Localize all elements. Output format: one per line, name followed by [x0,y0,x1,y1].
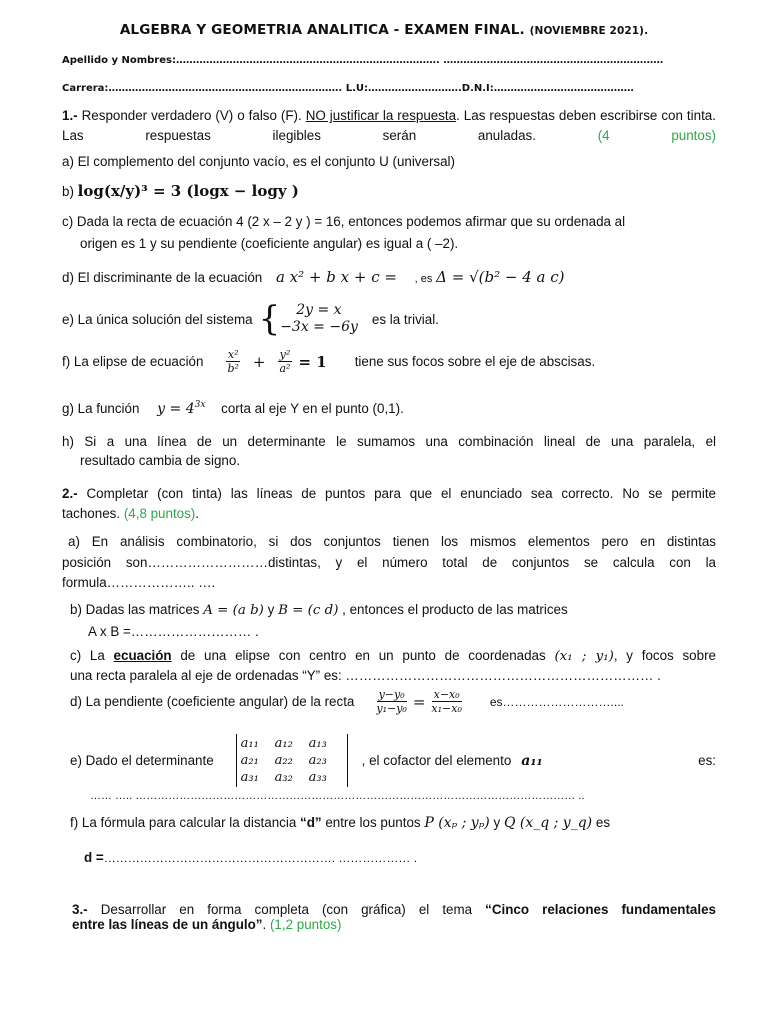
q2-intro-text-b: tachones. [62,506,121,521]
det-a13: a₁₃ [308,736,327,751]
q2-item-e-mid: , el cofactor del elemento [361,753,512,768]
q1-item-h-line2: resultado cambia de signo. [80,453,241,468]
system-brace: { [258,299,281,339]
q2-item-e [70,734,716,787]
q1-item-e-tail: es la trivial. [371,311,439,327]
q2-item-a-line2: posición son………………………distintas, y el número total de conjuntos se calcula con la [62,555,716,570]
distance-label: d = [84,850,104,865]
q1-item-b-label: b) [62,184,74,199]
q1-item-e-system [280,302,358,336]
q3-text-d: . [262,917,267,932]
q1-number: 1.- [62,108,78,123]
determinant-matrix [236,734,348,787]
q1-points: (4 puntos) [597,128,716,143]
q2-item-c-line2: una recta paralela al eje de ordenadas “Y” es: …………………………………………………………… . [70,668,661,683]
q2-item-a-line1: a) En análisis combinatorio, si dos conjuntos tienen los mismos elementos pero en distintas [68,534,716,549]
q1-item-e-eq1: 2y = x [296,302,342,318]
q2-item-d [70,688,624,715]
frac2-numerator: y² [279,348,291,361]
q2-item-d-label: d) La pendiente (coeficiente angular) de la recta [70,694,355,709]
q1-item-d-label: d) El discriminante de la ecuación [62,270,263,285]
q3-line1 [72,903,716,917]
q2-item-e-es: es: [698,753,716,768]
q1-intro [62,106,716,146]
q2-number: 2.- [62,486,78,501]
slope-right-denominator: x₁−x₀ [431,702,462,715]
q1-item-a: a) El complemento del conjunto vacío, es el conjunto U (universal) [62,154,455,169]
q1-item-f-equals: = 1 [298,352,327,371]
q2-item-f-es: es [595,815,611,830]
q2-item-c-tail: , y focos sobre [613,648,716,663]
q3-text-c: entre las líneas de un ángulo” [72,917,263,932]
q1-item-d-es: , es [414,273,433,285]
q2-item-c-coord: (x₁ ; y₁) [554,649,614,664]
matrix-A: A = (a b) [203,603,264,618]
q1-intro-text-b: . Las respuestas deben escribirse con tinta. Las respuestas ilegibles serán anuladas. [62,108,716,143]
exam-date: (NOVIEMBRE 2021). [529,25,649,37]
slope-equals: = [412,692,426,711]
slope-left-numerator: y−y₀ [378,688,405,701]
point-Q: Q (x_q ; y_q) [503,815,593,831]
q2-item-b-line2: A x B =……………………… . [88,624,259,639]
q1-item-f-frac1 [225,348,240,375]
q2-item-c-line1 [70,646,716,667]
q3-line2 [72,917,341,932]
q1-item-g [62,400,404,417]
q1-item-c-line2: origen es 1 y su pendiente (coeficiente angular) es igual a ( –2). [80,236,459,251]
q2-item-d-tail: es……………………….... [489,694,624,709]
slope-frac-right [429,688,463,715]
exam-title-main: ALGEBRA Y GEOMETRIA ANALITICA - EXAMEN FINAL. [119,22,525,38]
q3-points: (1,2 puntos) [269,917,342,932]
slope-right-numerator: x−x₀ [433,688,460,701]
slope-frac-left [374,688,408,715]
q2-item-c-underlined: ecuación [113,648,172,663]
q3-text-a: Desarrollar en forma completa (con gráfica) el tema [100,902,473,917]
q1-item-f-plus: + [252,352,266,371]
frac1-numerator: x² [227,348,239,361]
matrix-B: B = (c d) [278,603,339,618]
q2-item-b-tail: , entonces el producto de las matrices [342,602,568,617]
q1-item-h-line1: h) Si a una línea de un determinante le sumamos una combinación lineal de una paralela, el [62,434,716,449]
q1-item-d-equation: a x² + b x + c = [275,268,397,286]
q2-intro-line2: tachones. (4,8 puntos). [62,506,200,521]
q2-item-f-d: “d” [300,815,322,830]
q1-item-g-label: g) La función [62,401,140,416]
q1-intro-text-a: Responder verdadero (V) o falso (F). [81,108,302,123]
det-a33: a₃₃ [308,770,327,785]
det-a32: a₃₂ [274,770,293,785]
q1-item-e-eq2: −3x = −6y [280,319,358,335]
q2-intro-text-a: Completar (con tinta) las líneas de puntos para que el enunciado sea correcto. No se permite [86,486,716,501]
q1-item-f [62,348,595,375]
q2-item-b-label: b) Dadas las matrices [70,602,200,617]
exam-title [0,22,768,38]
det-a11: a₁₁ [240,736,259,751]
q2-item-f [70,815,610,831]
q3-number: 3.- [72,902,88,917]
det-a12: a₁₂ [274,736,293,751]
det-a23: a₂₃ [308,753,327,768]
q1-item-d-discriminant: Δ = √(b² − 4 a c) [436,268,565,286]
name-field: Apellido y Nombres:……………………………………………………………………. ………………………………………………………… [62,55,664,66]
q2-item-f-label: f) La fórmula para calcular la distancia [70,815,297,830]
q1-item-b-formula: log(x/y)³ = 3 (logx − logy ) [77,182,299,200]
q2-item-e-label: e) Dado el determinante [70,753,214,768]
q2-item-a-line3: formula……………….. …. [62,575,216,590]
q1-intro-underlined: NO justificar la respuesta [305,108,457,123]
q1-item-e [62,299,439,339]
q1-item-g-formula [157,401,205,417]
q3-text-b: “Cinco relaciones fundamentales [485,902,716,917]
q1-item-f-frac2 [277,348,292,375]
career-field: Carrera:……………………………………………………………. L.U:……………………….D.N.I:…………………………………… [62,83,634,94]
q1-item-f-tail: tiene sus focos sobre el eje de abscisas. [354,354,596,369]
q2-item-b-y: y [267,602,275,617]
q1-item-f-label: f) La elipse de ecuación [62,354,204,369]
g-formula-exponent: 3x [194,400,206,410]
g-formula-base: y = 4 [157,401,195,417]
q1-item-b [62,182,299,200]
q2-item-c-text: de una elipse con centro en un punto de coordenadas [180,648,546,663]
q1-item-g-tail: corta al eje Y en el punto (0,1). [221,401,404,416]
q2-item-b-line1 [70,602,568,618]
frac2-denominator: a² [279,362,291,375]
slope-left-denominator: y₁−y₀ [376,702,407,715]
det-a21: a₂₁ [240,753,259,768]
q2-item-c-label: c) La [70,648,105,663]
q2-points: (4,8 puntos) [123,506,196,521]
q1-item-e-label: e) La única solución del sistema [62,311,253,327]
det-a31: a₃₁ [240,770,259,785]
q1-item-d [62,268,564,286]
frac1-denominator: b² [227,362,239,375]
distance-dots: …………………………………………………. ……………… . [103,851,418,865]
q2-item-f-y: y [493,815,501,830]
point-P: P (xₚ ; yₚ) [424,815,490,831]
q2-item-f-answer [84,850,417,865]
q2-item-e-element: a₁₁ [521,752,543,769]
q2-item-f-text: entre los puntos [325,815,421,830]
q2-intro-line1 [62,484,716,504]
q1-item-c-line1: c) Dada la recta de ecuación 4 (2 x – 2 y ) = 16, entonces podemos afirmar que su ordenada al [62,214,626,229]
q2-item-e-dots: …… ….. ………………………………………………………………………………………………………… .. [90,790,585,802]
det-a22: a₂₂ [274,753,293,768]
